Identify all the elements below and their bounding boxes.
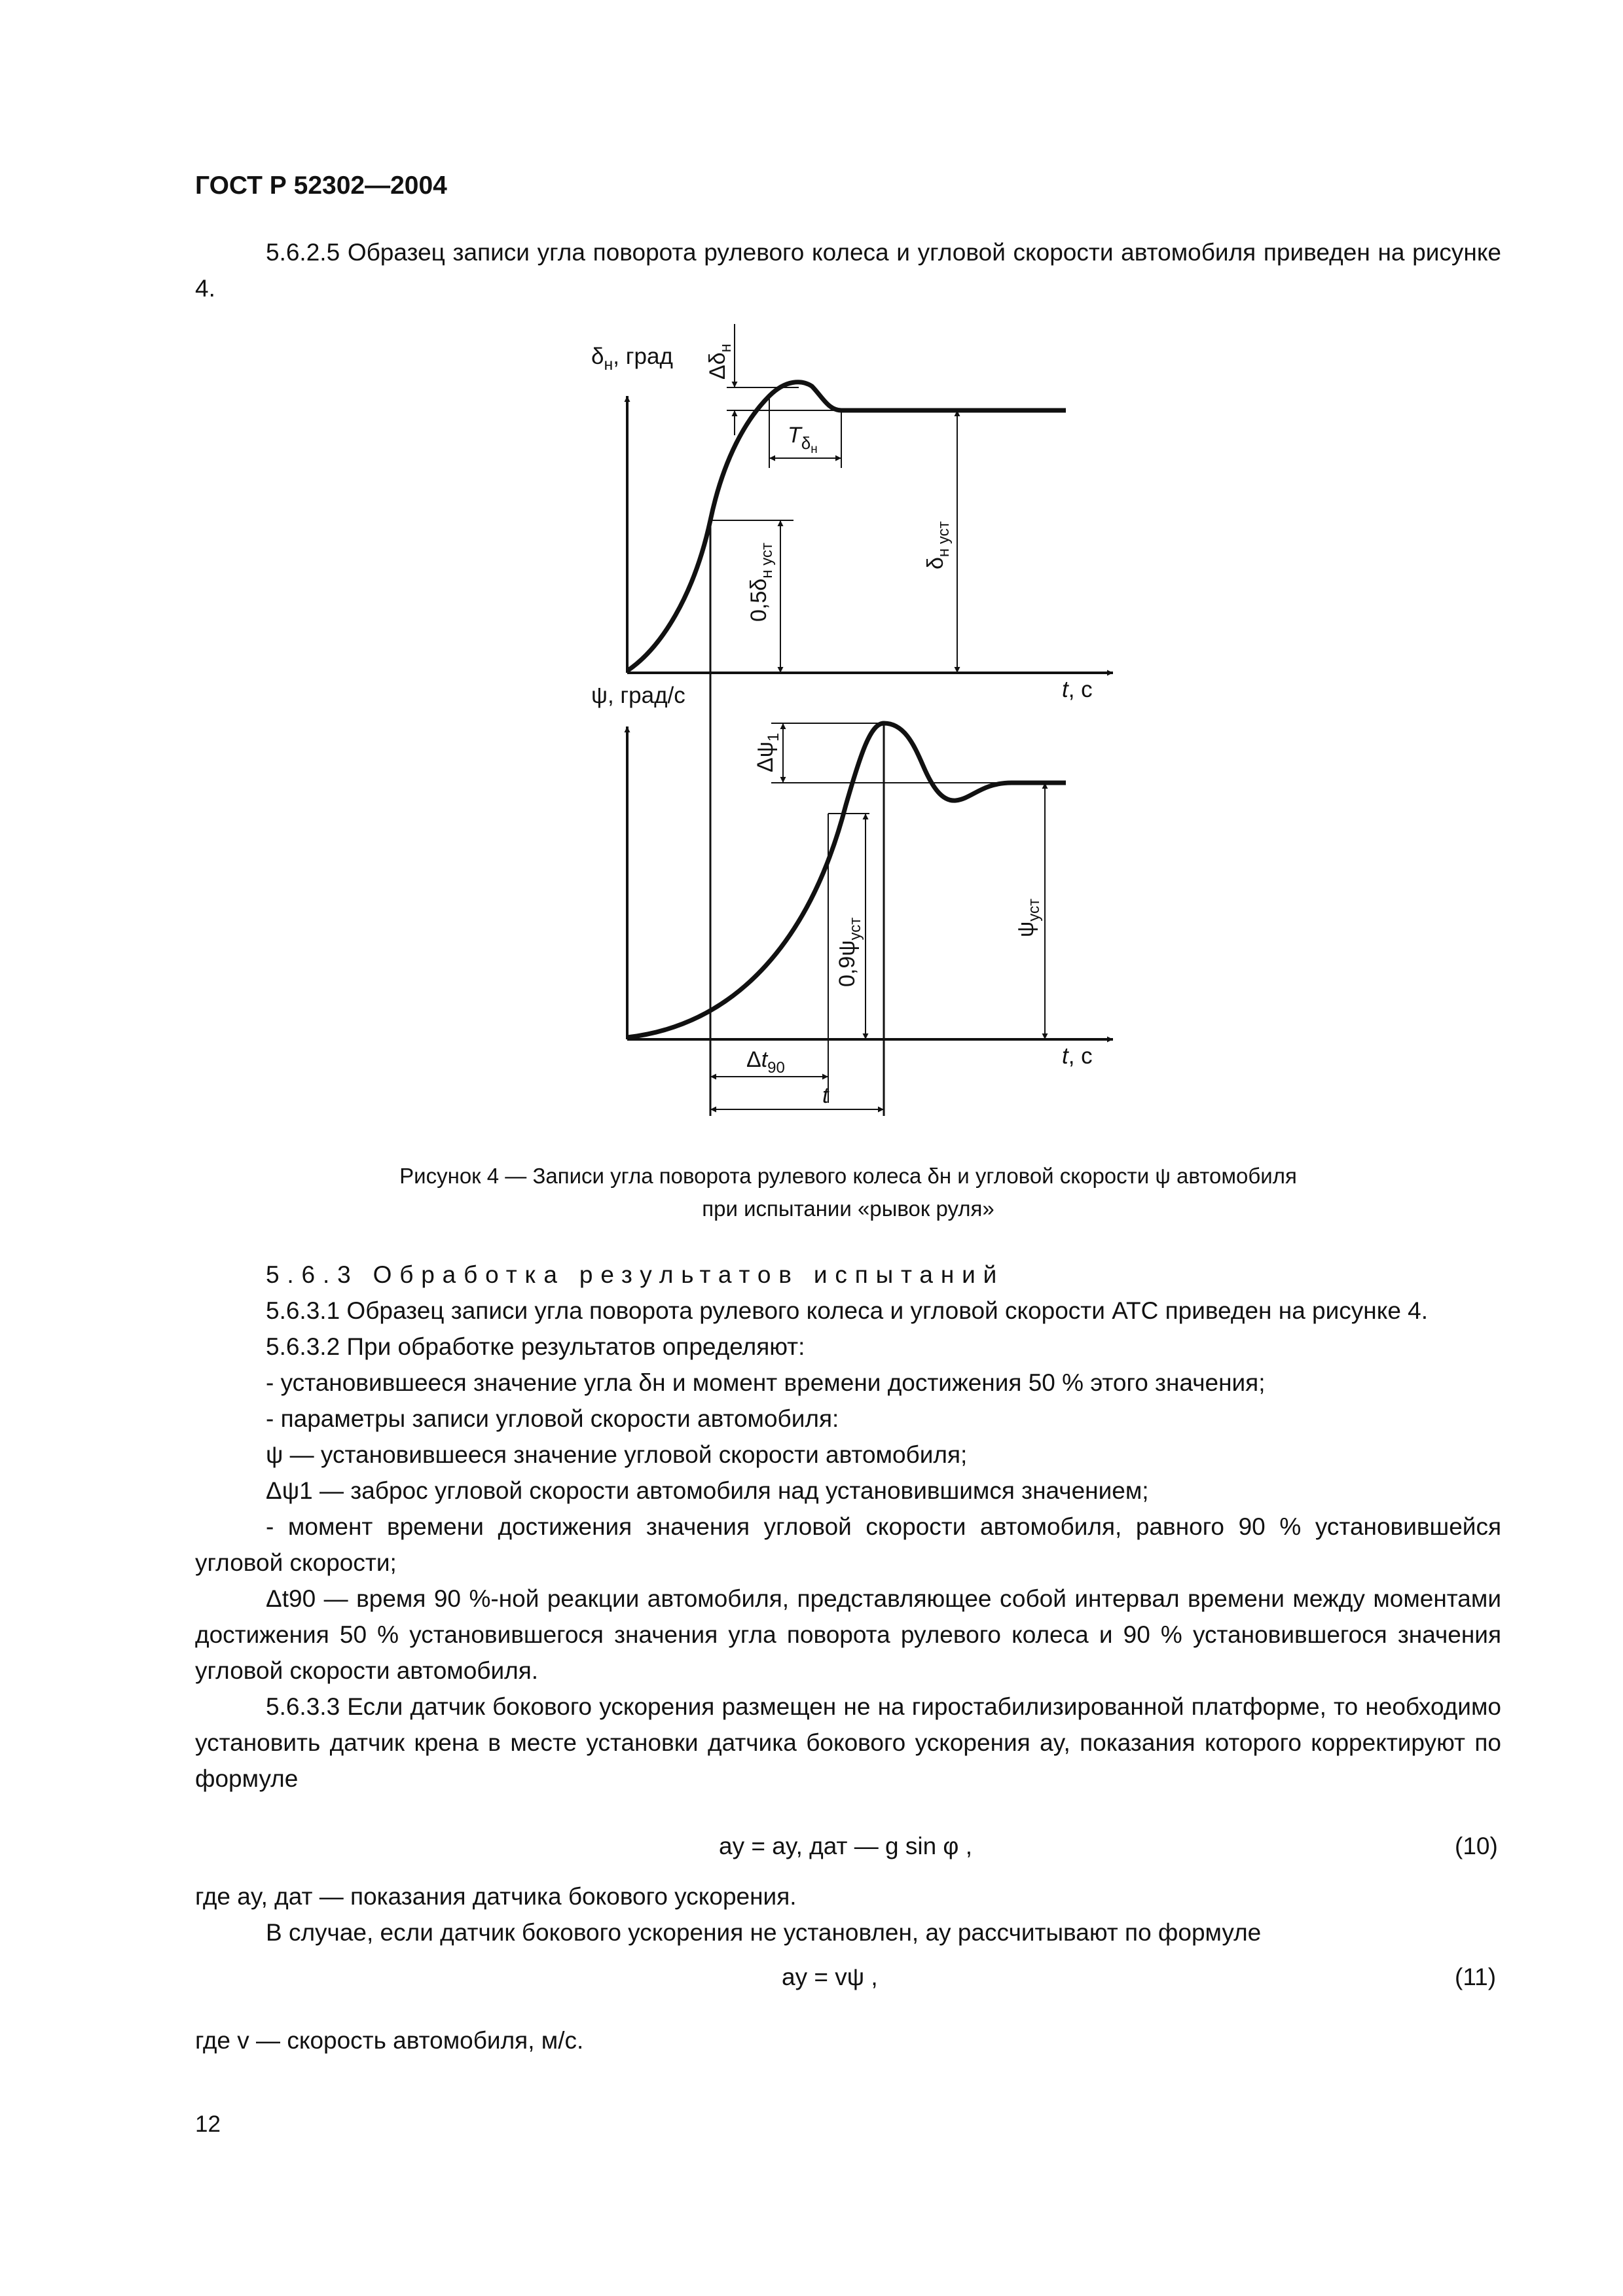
bottom-t-axis-label: t, с (1062, 1043, 1093, 1069)
psi-overshoot-label: $\Delta\psi_1$ (753, 732, 782, 772)
half-delta-label: $0,5\delta_{н уст}$ (746, 543, 776, 622)
yaw-rate-curve (627, 723, 1066, 1037)
steering-angle-curve (627, 382, 1066, 671)
paragraph-5-6-3-1: 5.6.3.1 Образец записи угла поворота рулевого колеса и угловой скорости АТС приведен на рисунке 4. (266, 1297, 1429, 1324)
t-total-label: t (822, 1083, 829, 1108)
delta-ust-label: $\delta_{н уст}$ (923, 521, 953, 569)
paragraph-case: В случае, если датчик бокового ускорения не установлен, ay рассчитывают по формуле (266, 1919, 1262, 1946)
after-formula-11 (195, 2022, 1501, 2058)
section-5-6-3 (195, 1257, 1501, 1797)
list-item-5: - момент времени достижения значения угловой скорости автомобиля, равного 90 % установившейся угловой скорости; (195, 1513, 1501, 1576)
list-item-2: - параметры записи угловой скорости автомобиля: (266, 1405, 839, 1432)
top-t-axis-label: t, с (1062, 677, 1093, 702)
page-number: 12 (195, 2111, 221, 2137)
list-item-6: Δt90 — время 90 %-ной реакции автомобиля, представляющее собой интервал времени между моментами достижения 50 % установившегося значения угла поворота рулевого колеса и 90 % установившегося значения угловой скорости автомобиля. (195, 1585, 1501, 1684)
paragraph-5-6-3-2: 5.6.3.2 При обработке результатов определяют: (266, 1333, 805, 1360)
formula-11: ay = vψ , (782, 1964, 878, 1990)
where-11: где v — скорость автомобиля, м/с. (195, 2027, 584, 2054)
paragraph-5-6-3-3: 5.6.3.3 Если датчик бокового ускорения размещен не на гиростабилизированной платформе, то необходимо установить датчик крена в месте установки датчика бокового ускорения ay, показания которого корректируют по формуле (195, 1693, 1501, 1792)
standard-header: ГОСТ Р 52302—2004 (195, 171, 447, 200)
paragraph-5-6-2-5: 5.6.2.5 Образец записи угла поворота рулевого колеса и угловой скорости автомобиля приведен на рисунке 4. (195, 239, 1501, 302)
psi-ust-label: $\psi_{уст}$ (1013, 899, 1043, 937)
caption-line-1: Рисунок 4 — Записи угла поворота рулевого колеса δн и угловой скорости ψ автомобиля (399, 1164, 1297, 1188)
psi-axis-label: ψ, град/с (591, 683, 685, 708)
list-item-1: - установившееся значение угла δн и момент времени достижения 50 % этого значения; (266, 1369, 1266, 1396)
formula-10: ay = ay, дат — g sin φ , (719, 1833, 972, 1859)
delta-axis-label: $\delta_н$, град (591, 344, 673, 374)
figure-caption (195, 1160, 1501, 1225)
delta-overshoot-label: $\Delta\delta_н$ (705, 344, 735, 380)
t-delta-label: $T_\delta н$ (788, 423, 818, 456)
formula-11-number: (11) (1455, 1964, 1497, 1990)
list-item-3: ψ — установившееся значение угловой скорости автомобиля; (266, 1441, 968, 1468)
formula-10-number: (10) (1455, 1833, 1498, 1859)
after-formula-10 (195, 1878, 1501, 1950)
psi-90-label: $0,9\psi_{уст}$ (835, 917, 864, 987)
dt90-label: $\Delta t_{90}$ (746, 1047, 785, 1077)
caption-line-2: при испытании «рывок руля» (702, 1196, 994, 1221)
section-title: 5.6.3 Обработка результатов испытаний (266, 1261, 1005, 1288)
list-item-4: Δψ1 — заброс угловой скорости автомобиля над установившимся значением; (266, 1477, 1149, 1504)
where-10: где ay, дат — показания датчика бокового ускорения. (195, 1883, 797, 1910)
